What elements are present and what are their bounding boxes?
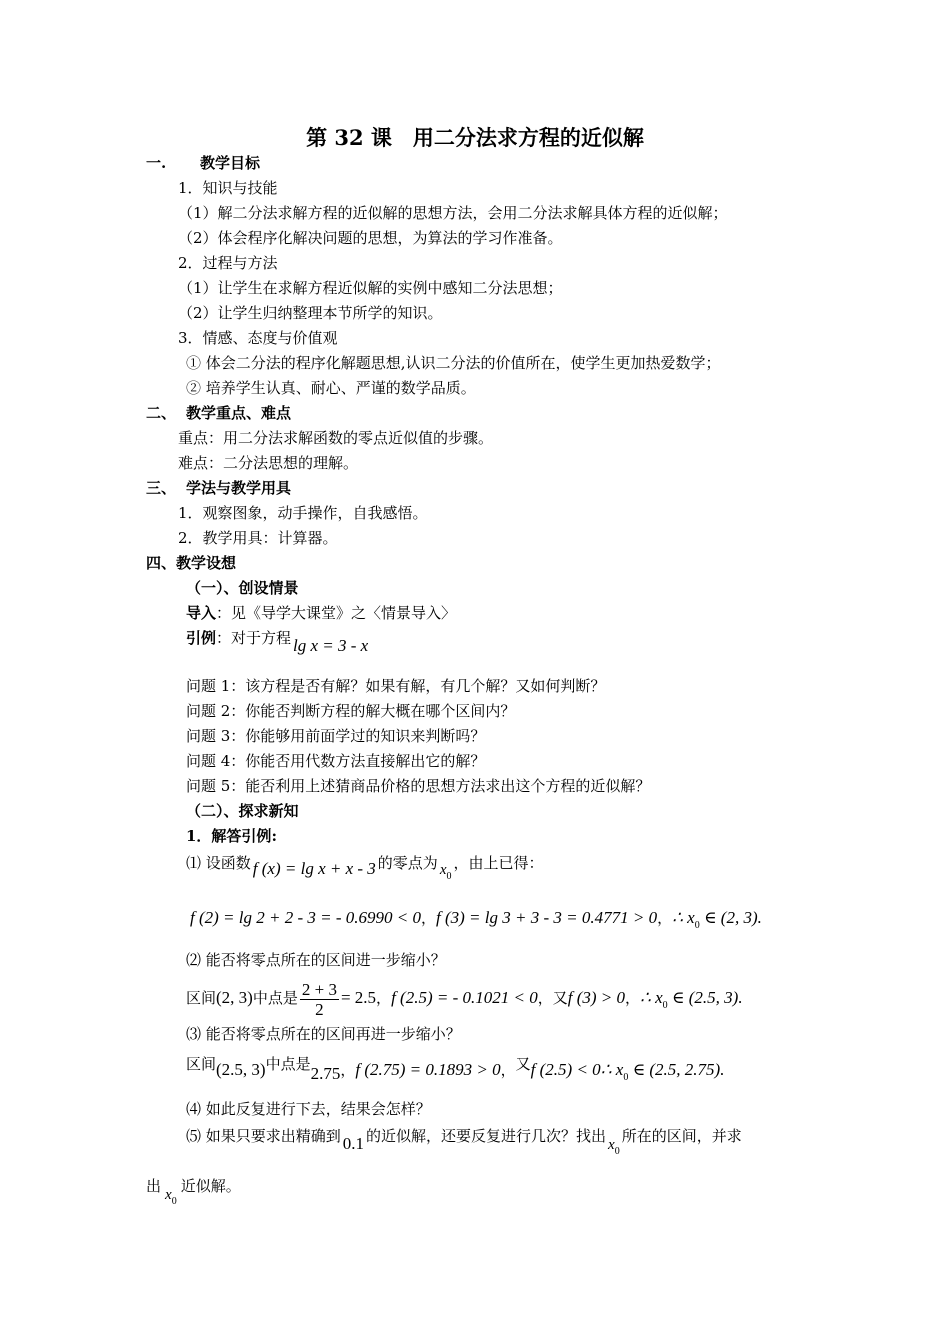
difficult-point: 难点：二分法思想的理解。 [178, 454, 359, 472]
subsection-2-heading: （二）、探求新知 [186, 802, 299, 820]
step-2-text-also: 又 [552, 989, 568, 1007]
comma: ， [657, 909, 673, 927]
comma: ， [340, 1061, 356, 1079]
answer-heading: 1．解答引例: [186, 827, 277, 845]
step-2-therefore: ∴ $x_0$ ∈ (2.5, 3). [640, 988, 743, 1011]
eq-f3: f (3) = lg 3 + 3 - 3 = 0.4771 > 0 [436, 908, 658, 927]
step-5-text-e: 近似解。 [180, 1177, 241, 1195]
method-item-1: 1．观察图象，动手操作，自我感悟。 [178, 504, 428, 522]
question-3: 问题 3：你能够用前面学过的知识来判断吗？ [186, 727, 486, 745]
step-5-x0: $x_0$ [608, 1137, 620, 1157]
step-2-line [186, 978, 743, 1018]
question-2: 问题 2：你能否判断方程的解大概在哪个区间内？ [186, 702, 516, 720]
intro-label: 导入 [186, 604, 217, 622]
method-item-2: 2．教学用具：计算器。 [178, 529, 338, 547]
knowledge-heading: 1．知识与技能 [178, 179, 278, 197]
emotion-item-1: ① 体会二分法的程序化解题思想,认识二分法的价值所在，使学生更加热爱数学； [186, 354, 721, 372]
knowledge-item-1: （1）解二分法求解方程的近似解的思想方法，会用二分法求解具体方程的近似解； [178, 204, 728, 222]
process-item-1: （1）让学生在求解方程近似解的实例中感知二分法思想； [178, 279, 563, 297]
step-3-text-interval: 区间 [186, 1055, 217, 1073]
comma: ， [625, 989, 641, 1007]
question-4: 问题 4：你能否用代数方法直接解出它的解？ [186, 752, 486, 770]
step-1-x0: $x_0$ [439, 862, 452, 882]
step-3-interval: (2.5, 3) [216, 1060, 266, 1079]
step-1-function: f (x) = lg x + x - 3 [252, 859, 376, 878]
step-3-f25: f (2.5) < 0 [530, 1060, 601, 1079]
intro-text: ：见《导学大课堂》之〈情景导入〉 [216, 604, 457, 622]
section-1-number: 一. [146, 154, 167, 172]
step-5-text-d: 出 [146, 1177, 162, 1195]
step-1-line [186, 853, 544, 881]
comma: ， [537, 989, 553, 1007]
step-4: ⑷ 如此反复进行下去，结果会怎样？ [186, 1100, 431, 1118]
eq-f2: f (2) = lg 2 + 2 - 3 = - 0.6990 < 0 [190, 908, 421, 927]
section-3-heading: 学法与教学用具 [186, 479, 292, 497]
step-2-fraction: $\frac{2 + 3}{2}$ [301, 979, 337, 1019]
step-2-question: ⑵ 能否将零点所在的区间进一步缩小？ [186, 951, 446, 969]
section-2-number: 二、 [146, 404, 177, 422]
step-3-text-midpoint: 中点是 [265, 1055, 311, 1073]
question-5: 问题 5：能否利用上述猜商品价格的思想方法求出这个方程的近似解？ [186, 777, 651, 795]
key-point: 重点：用二分法求解函数的零点近似值的步骤。 [178, 429, 494, 447]
intro-line [186, 603, 456, 623]
step-1-equation [190, 908, 762, 936]
emotion-item-2: ② 培养学生认真、耐心、严谨的数学品质。 [186, 379, 476, 397]
step-5-continuation [146, 1176, 241, 1207]
step-3-question: ⑶ 能否将零点所在的区间再进一步缩小？ [186, 1025, 461, 1043]
emotion-heading: 3．情感、态度与价值观 [178, 329, 338, 347]
section-3-number: 三、 [146, 479, 177, 497]
section-4-heading: 四、教学设想 [146, 554, 237, 572]
step-5-text-b: 的近似解，还要反复进行几次？找出 [366, 1127, 607, 1145]
step-2-text-interval: 区间 [186, 989, 217, 1007]
step-3-line [186, 1053, 724, 1087]
step-2-mid-value: = 2.5 [340, 988, 377, 1007]
step-3-therefore: ∴ $x_0$ ∈ (2.5, 2.75). [600, 1060, 725, 1083]
step-2-f25: f (2.5) = - 0.1021 < 0 [391, 988, 538, 1007]
comma: ， [500, 1061, 516, 1079]
step-2-text-midpoint: 中点是 [252, 989, 298, 1007]
subsection-1-heading: （一）、创设情景 [186, 579, 299, 597]
question-1: 问题 1：该方程是否有解？如果有解，有几个解？又如何判断？ [186, 677, 606, 695]
example-text: ：对于方程 [216, 629, 292, 647]
comma: ， [376, 989, 392, 1007]
page-title: 第 32 课 用二分法求方程的近似解 [306, 125, 644, 150]
knowledge-item-2: （2）体会程序化解决问题的思想，为算法的学习作准备。 [178, 229, 563, 247]
example-label: 引例 [186, 629, 217, 647]
process-heading: 2．过程与方法 [178, 254, 278, 272]
step-5-text-a: ⑸ 如果只要求出精确到 [186, 1127, 341, 1145]
comma: ， [420, 909, 436, 927]
step-5-text-c: 所在的区间，并求 [621, 1127, 742, 1145]
step-2-f3: f (3) > 0 [567, 988, 626, 1007]
step-1-text-c: ，由上已得： [453, 854, 544, 872]
step-1-text-b: 的零点为 [377, 854, 438, 872]
step-1-text-a: ⑴ 设函数 [186, 854, 251, 872]
step-2-interval: (2, 3) [216, 988, 253, 1007]
example-line [186, 628, 369, 655]
step-5-line [186, 1126, 742, 1157]
step-5-x0-b: $x_0$ [165, 1187, 177, 1207]
eq-therefore: ∴ $x_0$ ∈ (2, 3). [672, 908, 762, 931]
step-3-mid-value: 2.75 [310, 1064, 341, 1083]
step-5-precision: 0.1 [342, 1134, 365, 1153]
step-3-text-also: 又 [515, 1055, 531, 1073]
step-3-f275: f (2.75) = 0.1893 > 0 [355, 1060, 501, 1079]
section-2-heading: 教学重点、难点 [186, 404, 292, 422]
process-item-2: （2）让学生归纳整理本节所学的知识。 [178, 304, 443, 322]
example-equation: lg x = 3 - x [293, 636, 369, 655]
section-1-heading: 教学目标 [200, 154, 261, 172]
